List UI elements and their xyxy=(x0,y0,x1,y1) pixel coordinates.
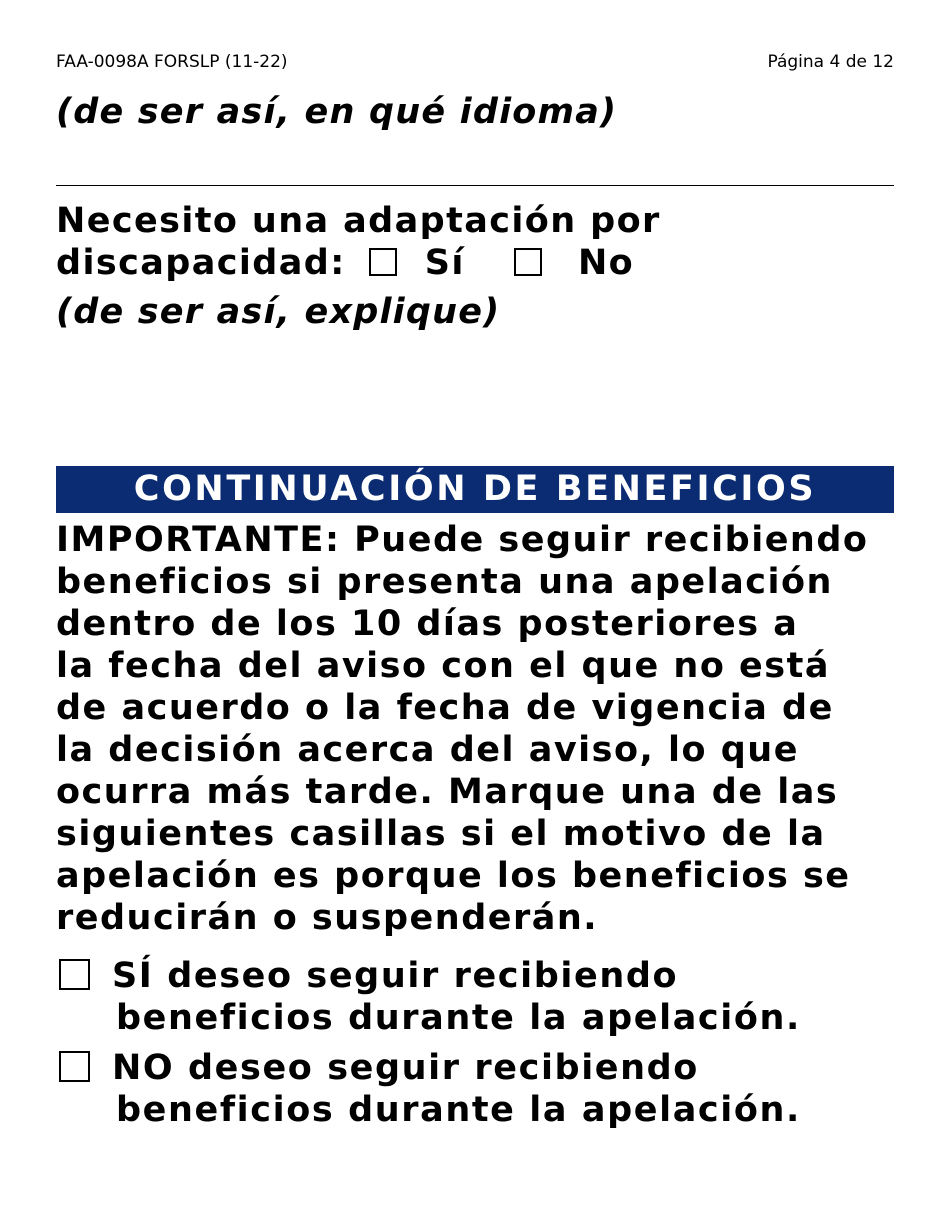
paragraph-line: siguientes casillas si el motivo de la xyxy=(56,814,826,854)
paragraph-line: de acuerdo o la fecha de vigencia de xyxy=(56,688,834,728)
paragraph-line: dentro de los 10 días posteriores a xyxy=(56,604,799,644)
disability-yes-checkbox[interactable] xyxy=(369,248,397,276)
language-note: (de ser así, en qué idioma) xyxy=(56,92,618,132)
continue-benefits-yes-checkbox[interactable] xyxy=(59,959,90,990)
disability-no-checkbox[interactable] xyxy=(514,248,542,276)
disability-yes-option xyxy=(369,242,465,284)
paragraph-line: la decisión acerca del aviso, lo que xyxy=(56,730,799,770)
disability-no-option xyxy=(514,242,634,284)
continue-benefits-yes-line1: SÍ deseo seguir recibiendo xyxy=(112,956,679,996)
paragraph-line: la fecha del aviso con el que no está xyxy=(56,646,830,686)
paragraph-line: IMPORTANTE: Puede seguir recibiendo xyxy=(56,520,869,560)
continue-benefits-no-line1: NO deseo seguir recibiendo xyxy=(112,1048,699,1088)
page-header xyxy=(56,52,894,76)
disability-yes-label: Sí xyxy=(424,243,465,283)
paragraph-line: ocurra más tarde. Marque una de las xyxy=(56,772,839,812)
section-title-banner: CONTINUACIÓN DE BENEFICIOS xyxy=(56,466,894,513)
form-id: FAA-0098A FORSLP (11-22) xyxy=(56,52,288,72)
disability-no-label: No xyxy=(577,243,635,283)
explain-note: (de ser así, explique) xyxy=(56,292,501,332)
page-number: Página 4 de 12 xyxy=(767,52,894,72)
disability-question-line2: discapacidad: xyxy=(56,243,346,283)
disability-question-line1: Necesito una adaptación por xyxy=(56,201,661,241)
paragraph-line: apelación es porque los beneficios se xyxy=(56,856,851,896)
paragraph-line: beneficios si presenta una apelación xyxy=(56,562,833,602)
divider xyxy=(56,185,894,186)
paragraph-line: reducirán o suspenderán. xyxy=(56,898,599,938)
continue-benefits-no-checkbox[interactable] xyxy=(59,1051,90,1082)
important-paragraph xyxy=(56,519,916,939)
disability-question-row xyxy=(56,242,634,284)
continue-benefits-yes-line2: beneficios durante la apelación. xyxy=(116,998,801,1038)
continue-benefits-no-line2: beneficios durante la apelación. xyxy=(116,1090,801,1130)
